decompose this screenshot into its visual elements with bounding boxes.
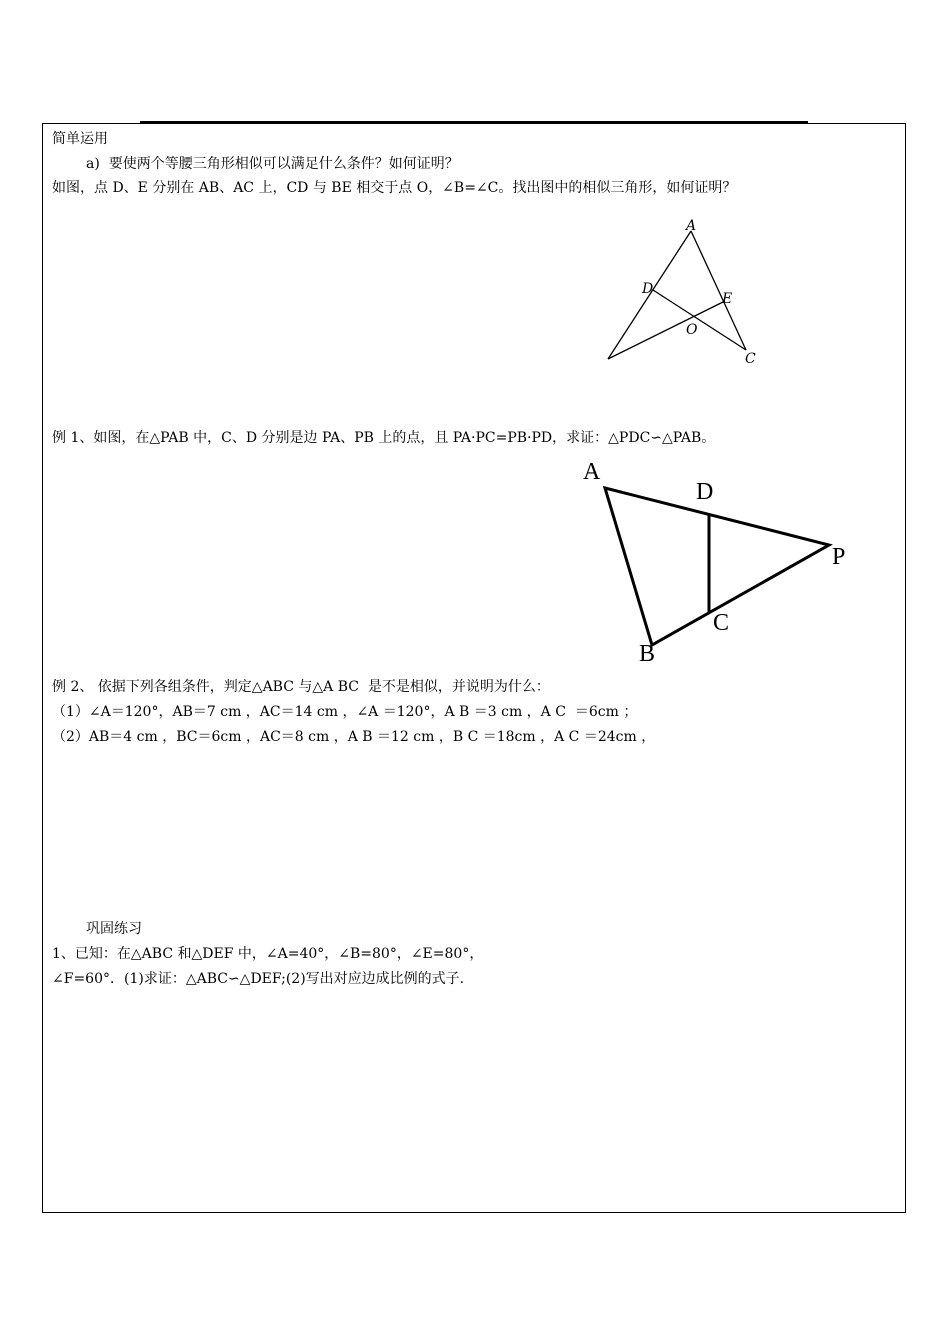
question-b: 如图，点 D、E 分别在 AB、AC 上，CD 与 BE 相交于点 O，∠B=∠C。找出图中的相似三角形，如何证明？ [52,180,737,196]
label-e: E [722,291,733,307]
practice-line1: 1、已知：在△ABC 和△DEF 中，∠A=40°，∠B=80°，∠E=80°， [52,946,484,962]
section-heading: 简单运用 [52,131,108,147]
label-a: A [686,218,697,234]
question-a: a) 要使两个等腰三角形相似可以满足什么条件？如何证明？ [86,156,459,172]
label-p2: P [832,544,846,570]
label-o: O [686,322,698,338]
label-d: D [642,281,654,297]
label-c2: C [713,610,730,636]
label-a2: A [583,459,601,485]
example2-item2: （2）AB＝4 cm ，BC＝6cm ，AC＝8 cm ，A B ＝12 cm ，B C ＝18cm ，A C ＝24cm ， [52,729,656,745]
example1-text: 例 1、如图，在△PAB 中，C、D 分别是边 PA、PB 上的点，且 PA·PC=PB·PD，求证：△PDC∽△PAB。 [52,430,716,446]
label-d2: D [696,479,714,505]
practice-heading: 巩固练习 [86,921,142,937]
example2-item1: （1）∠A＝120°，AB＝7 cm ，AC＝14 cm ，∠A ＝120°，A B ＝3 cm ，A C ＝6cm ； [52,704,638,720]
example2-text: 例 2、 依据下列各组条件，判定△ABC 与△A BC 是不是相似，并说明为什么： [52,679,550,695]
practice-line2: ∠F=60°．(1)求证：△ABC∽△DEF;(2)写出对应边成比例的式子. [52,971,465,987]
label-b2: B [639,641,656,667]
label-c: C [745,351,756,367]
